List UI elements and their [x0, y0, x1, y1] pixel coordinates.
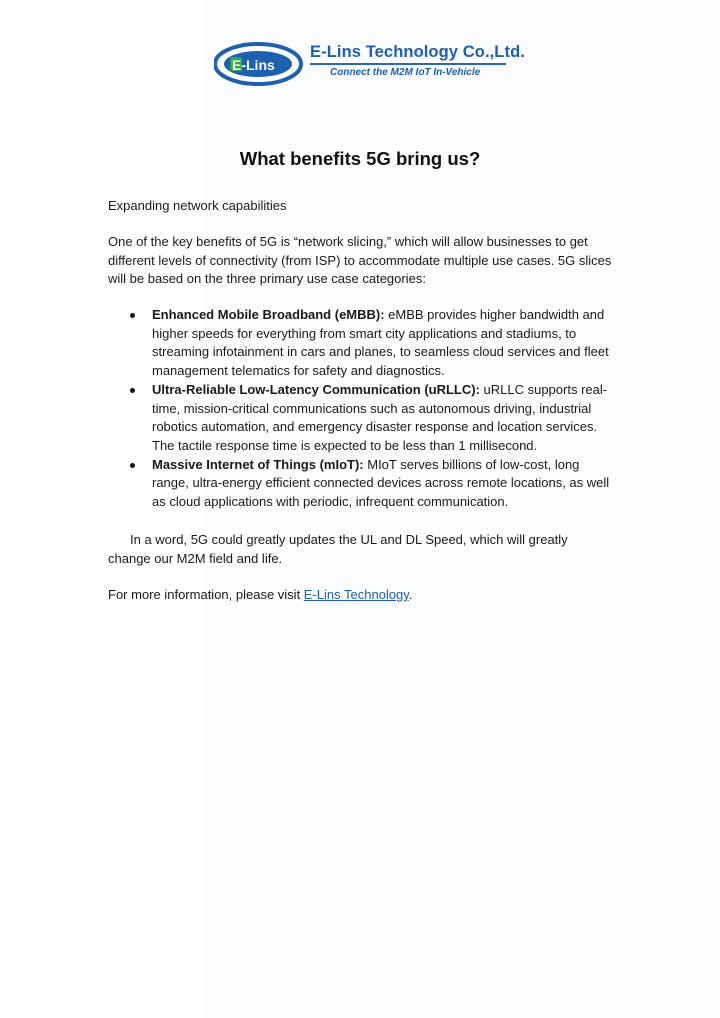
bullet-term: Ultra-Reliable Low-Latency Communication (uRLLC): — [152, 381, 480, 397]
document-title: What benefits 5G bring us? — [239, 148, 481, 169]
bullet-dot-icon — [130, 313, 135, 318]
bullet-text: MIoT serves billions of low-cost, long range, ultra-energy efficient connected devices across remote locations, as well as cloud applications with periodic, infrequent communication. — [152, 456, 610, 510]
more-info-paragraph — [108, 586, 613, 605]
more-info-suffix: . — [408, 587, 413, 602]
summary-paragraph: In a word, 5G could greatly updates the UL and DL Speed, which will greatly change our M2M field and life. — [108, 532, 568, 566]
list-item — [108, 456, 613, 512]
more-info-prefix: For more information, please visit — [108, 587, 304, 602]
document-header — [214, 40, 525, 88]
use-case-list — [108, 306, 613, 512]
bullet-text: uRLLC supports real-time, mission-critical communications such as autonomous driving, industrial robotics automation, and emergency disaster response and location services. The tactile response time is expected to be less than 1 millisecond. — [152, 381, 608, 453]
e-lins-technology-link[interactable]: E-Lins Technology — [303, 587, 409, 602]
intro-paragraph: One of the key benefits of 5G is “network slicing,” which will allow businesses to get different levels of connectivity (from ISP) to accommodate multiple use cases. 5G slices will be based on the three primary use case categories: — [108, 234, 612, 286]
bullet-term: Massive Internet of Things (mIoT): — [152, 456, 364, 472]
company-tagline: Connect the M2M IoT In-Vehicle — [330, 67, 481, 78]
bullet-text: eMBB provides higher bandwidth and higher speeds for everything from smart city applications and stadiums, to streaming infotainment in cars and planes, to seamless cloud services and fleet management telematics for safety and diagnostics. — [152, 307, 609, 379]
tagline-divider — [310, 63, 506, 65]
bullet-dot-icon — [130, 388, 135, 393]
company-name: E-Lins Technology Co.,Ltd. — [310, 43, 525, 61]
bullet-dot-icon — [130, 463, 135, 468]
section-subtitle: Expanding network capabilities — [108, 198, 287, 213]
logo-text: E-Lins — [232, 57, 275, 73]
list-item — [108, 381, 613, 456]
e-lins-logo-icon — [214, 42, 306, 86]
bullet-term: Enhanced Mobile Broadband (eMBB): — [152, 307, 385, 322]
list-item — [108, 306, 613, 381]
